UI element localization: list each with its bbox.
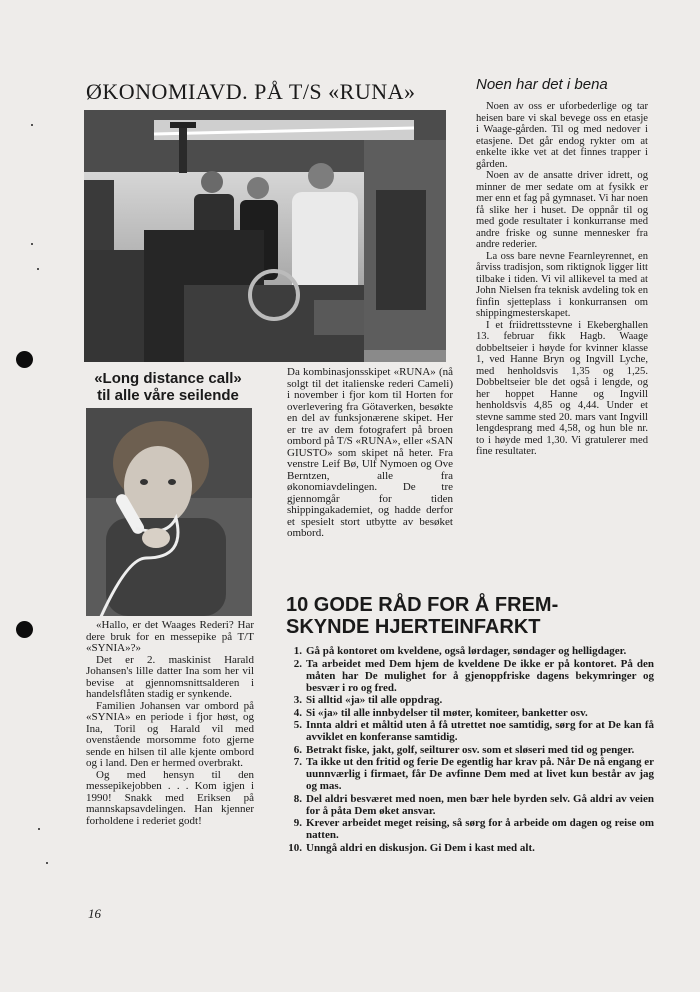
rad-title <box>286 594 666 638</box>
rad-item <box>284 719 654 743</box>
rad-item <box>284 744 654 756</box>
punch-hole-bottom <box>16 621 33 638</box>
bena-paragraph: La oss bare nevne Fearnleyrennet, en årviss tradisjon, som riktignok ligger litt tilbake i tiden. Vi vil allikevel ta med at John Nielsen fra teknisk avdeling tok en finfin sjetteplass i konkurransen om shippingmesterskapet. <box>476 250 648 319</box>
rad-item-number: 8. <box>293 792 302 805</box>
rad-item <box>284 658 654 694</box>
bena-body <box>476 101 648 458</box>
bena-paragraph: Noen av oss er uforbederlige og tar heisen bare vi skal bevege oss en etasje i Waage-gården. Til og med nedover i etasjene. Det går endog rykter om at enkelte ikke vet at det finnes trapper i gården. <box>476 101 648 170</box>
rad-item-number: 2. <box>293 657 302 670</box>
rad-item-number: 5. <box>293 719 302 731</box>
rad-item <box>284 707 654 719</box>
rad-item <box>284 694 654 706</box>
rad-item-text: Unngå aldri en diskusjon. Gi Dem i kast med alt. <box>306 841 535 854</box>
speck <box>38 828 40 830</box>
rad-list <box>284 645 654 854</box>
rad-item-number: 10. <box>288 841 302 854</box>
child-phone-photo <box>86 408 252 616</box>
call-title <box>84 370 252 404</box>
rad-item-number: 1. <box>293 645 302 657</box>
rad-item <box>284 817 654 841</box>
rad-title-line2: SKYNDE HJERTEINFARKT <box>286 616 541 638</box>
rad-item-text: Krever arbeidet meget reising, så sørg for å arbeide om dagen og reise om natten. <box>306 817 654 841</box>
rad-item-text: Innta aldri et måltid uten å få utrettet noe samtidig, sørg for at De kan få avviklet en konferanse samtidig. <box>306 719 654 743</box>
rad-item-text: Ta ikke ut den fritid og ferie De egentlig har krav på. Når De nå engang er uunnværlig i firmaet, får De avfinne Dem med at livet kun består av jag og mas. <box>306 756 654 792</box>
rad-item-number: 9. <box>293 817 302 829</box>
page-number: 16 <box>88 906 101 921</box>
rad-item-text: Betrakt fiske, jakt, golf, seilturer osv. som et sløseri med tid og penger. <box>306 743 635 756</box>
rad-item-text: Del aldri besværet med noen, men bær hele byrden selv. Gå aldri av veien for å påta Dem øket ansvar. <box>306 792 654 817</box>
bena-paragraph: I et friidrettsstevne i Ekeberghallen 13. februar fikk Hagb. Waage dobbeltseier i høyde for kvinner klasse 1, ved Hanne Bryn og Ingvill Lyche, med henholdsvis 1,35 og 1,25. Dobbeltseier ble det også i lengde, og her hoppet Hanne og Ingvill henholdsvis 4,85 og 4,44. Under et stevne samme sted 20. mars vant Ingvill lengdesprang med 4,58, og hun ble nr. to i høyde med 1,30. Vi gratulerer med fine resultater. <box>476 319 648 457</box>
rad-item-number: 7. <box>293 756 302 768</box>
rad-item-text: Gå på kontoret om kveldene, også lørdager, søndager og helligdager. <box>306 645 627 657</box>
call-body <box>86 620 254 827</box>
rad-item-number: 3. <box>293 694 302 706</box>
call-paragraph: Og med hensyn til den messepikejobben . . . Kom igjen i 1990! Snakk med Eriksen på mannskapsavdelingen. Han kjenner forholdene i rederiet godt! <box>86 768 254 827</box>
rad-item-number: 4. <box>293 706 302 719</box>
rad-item <box>284 756 654 792</box>
rad-item <box>284 842 654 854</box>
speck <box>31 243 33 245</box>
rad-item-text: Si alltid «ja» til alle oppdrag. <box>306 694 443 706</box>
runa-bridge-photo <box>84 110 446 362</box>
rad-item <box>284 645 654 657</box>
bena-title: Noen har det i bena <box>476 76 608 93</box>
rad-item-text: Si «ja» til alle innbydelser til møter, komiteer, banketter osv. <box>306 706 588 719</box>
rad-item-text: Ta arbeidet med Dem hjem de kveldene De ikke er på kontoret. På den måten har De mulighet for å gjenoppfriske dagens bekymringer og besvær i ro og fred. <box>306 657 654 694</box>
rad-item-number: 6. <box>293 743 302 756</box>
call-title-line2: til alle våre seilende <box>97 387 239 404</box>
punch-hole-top <box>16 351 33 368</box>
bena-paragraph: Noen av de ansatte driver idrett, og minner de mer sedate om at fysikk er mer enn et fag på gymnaset. Vi har noen få slike her i huset. De oppnår til og med gode resultater i konkurranse med andre friske og sunne mennesker fra andre rederier. <box>476 170 648 250</box>
speck <box>31 124 33 126</box>
call-paragraph: Det er 2. maskinist Harald Johansen's lille datter Ina som her vil bevise at gjennomsnittsalderen i handelsflåten stadig er synkende. <box>86 653 254 700</box>
rad-item <box>284 793 654 817</box>
call-title-line1: «Long distance call» <box>94 370 242 387</box>
speck <box>46 862 48 864</box>
speck <box>37 268 39 270</box>
call-paragraph: «Hallo, er det Waages Rederi? Har dere bruk for en messepike på T/T «SYNIA»?» <box>86 619 254 654</box>
call-paragraph: Familien Johansen var ombord på «SYNIA» en periode i fjor høst, og Ina, Toril og Harald vil med ovenstående morsomme foto gjerne sende en hilsen til alle kjente ombord og i land. Den er hermed overbrakt. <box>86 699 254 769</box>
runa-caption: Da kombinasjonsskipet «RUNA» (nå solgt til det italienske rederi Cameli) i november i fjor kom til Horten for overlevering fra Götaverken, besøkte en del av funksjonærene skipet. Her er tre av dem fotografert på broen ombord på T/S «RUNA», eller «SAN GIUSTO» som skipet nå heter. Fra venstre Leif Bø, Ulf Nymoen og Ove Berntzen, alle fra økonomiavdelingen. De tre gjennomgår for tiden shippingakademiet, og hadde derfor et spesielt stort utbytte av besøket ombord. <box>287 366 454 539</box>
runa-title: ØKONOMIAVD. PÅ T/S «RUNA» <box>86 79 416 104</box>
rad-title-line1: 10 GODE RÅD FOR Å FREM- <box>286 594 559 616</box>
